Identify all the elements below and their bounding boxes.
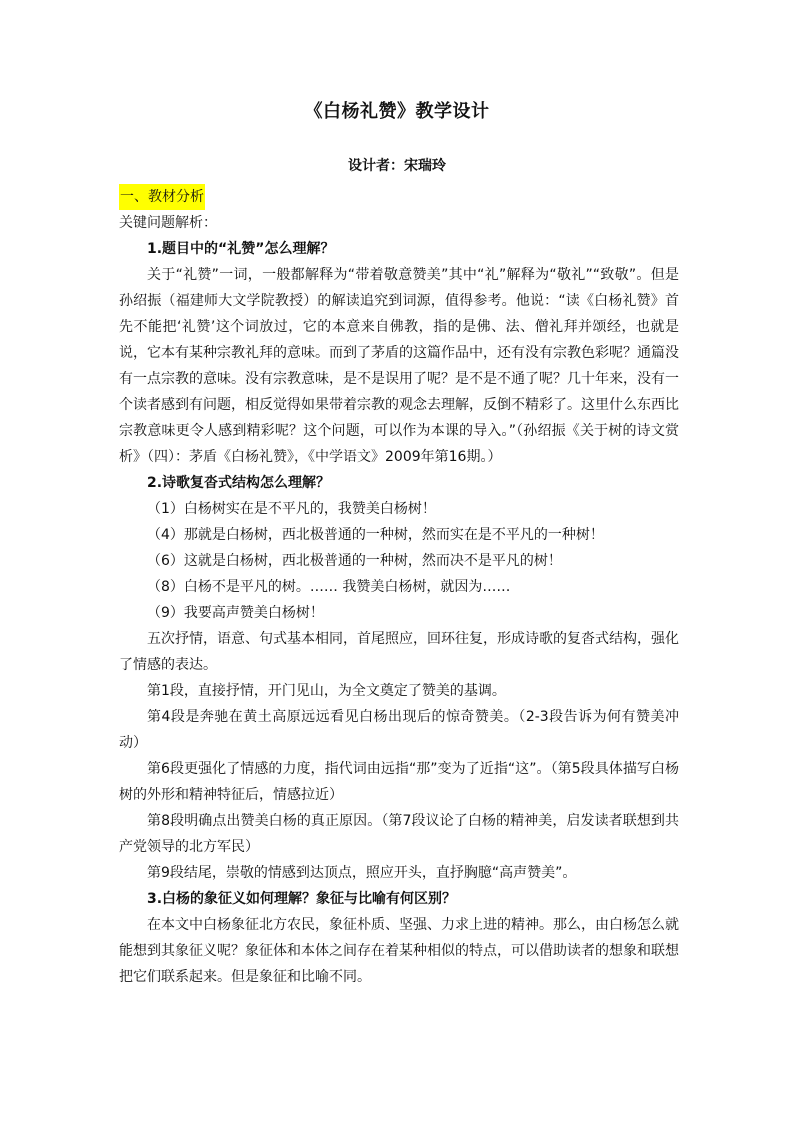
paragraph-3: 第1段，直接抒情，开门见山，为全文奠定了赞美的基调。 (147, 683, 506, 699)
quote-line: （9）我要高声赞美白杨树！ (147, 605, 324, 621)
section-heading-row (119, 184, 679, 210)
paragraph-8: 在本文中白杨象征北方农民，象征朴质、坚强、力求上进的精神。那么，由白杨怎么就能想到其象征义呢？象征体和本体之间存在着某种相似的特点，可以借助读者的想象和联想把它们联系起来。但是象征和比喻不同。 (119, 917, 679, 985)
question-2: 2.诗歌复沓式结构怎么理解？ (147, 475, 331, 491)
quote-line: （4）那就是白杨树，西北极普通的一种树，然而实在是不平凡的一种树！ (147, 527, 604, 543)
section-heading: 一、教材分析 (119, 184, 205, 210)
quote-line: （1）白杨树实在是不平凡的，我赞美白杨树！ (147, 501, 436, 517)
question-1: 1.题目中的“礼赞”怎么理解？ (147, 241, 335, 257)
document-title: 《白杨礼赞》教学设计 (304, 101, 490, 122)
paragraph-5: 第6段更强化了情感的力度，指代词由远指“那”变为了近指“这”。（第5段具体描写白杨树的外形和精神特征后，情感拉近） (119, 761, 679, 803)
paragraph-1: 关于“礼赞”一词，一般都解释为“带着敬意赞美”其中“礼”解释为“敬礼”“致敬”。但是孙绍振（福建师大文学院教授）的解读追究到词源，值得参考。他说：“读《白杨礼赞》首先不能把‘礼赞’这个词放过，它的本意来自佛教，指的是佛、法、僧礼拜并颂经，也就是说，它本有某种宗教礼拜的意味。而到了茅盾的这篇作品中，还有没有宗教色彩呢？通篇没有一点宗教的意味。没有宗教意味，是不是误用了呢？是不是不通了呢？几十年来，没有一个读者感到有问题，相反觉得如果带着宗教的观念去理解，反倒不精彩了。这里什么东西比宗教意味更令人感到精彩呢？这个问题，可以作为本课的导入。”（孙绍振《关于树的诗文赏析》（四）：茅盾《白杨礼赞》，《中学语文》2009年第16期。） (119, 267, 679, 465)
paragraph-6: 第8段明确点出赞美白杨的真正原因。（第7段议论了白杨的精神美，启发读者联想到共产党领导的北方军民） (119, 813, 679, 855)
document-body (119, 184, 679, 990)
paragraph-4: 第4段是奔驰在黄土高原远远看见白杨出现后的惊奇赞美。（2-3段告诉为何有赞美冲动） (119, 709, 679, 751)
question-3: 3.白杨的象征义如何理解？象征与比喻有何区别？ (147, 891, 457, 907)
key-questions-label: 关键问题解析： (119, 215, 217, 231)
paragraph-2: 五次抒情，语意、句式基本相同，首尾照应，回环往复，形成诗歌的复沓式结构，强化了情感的表达。 (119, 631, 679, 673)
document-author: 设计者：宋瑞玲 (348, 158, 446, 174)
quote-line: （8）白杨不是平凡的树。…… 我赞美白杨树，就因为…… (147, 579, 511, 595)
paragraph-7: 第9段结尾，崇敬的情感到达顶点，照应开头，直抒胸臆“高声赞美”。 (147, 865, 577, 881)
quote-line: （6）这就是白杨树，西北极普通的一种树，然而决不是平凡的树！ (147, 553, 562, 569)
